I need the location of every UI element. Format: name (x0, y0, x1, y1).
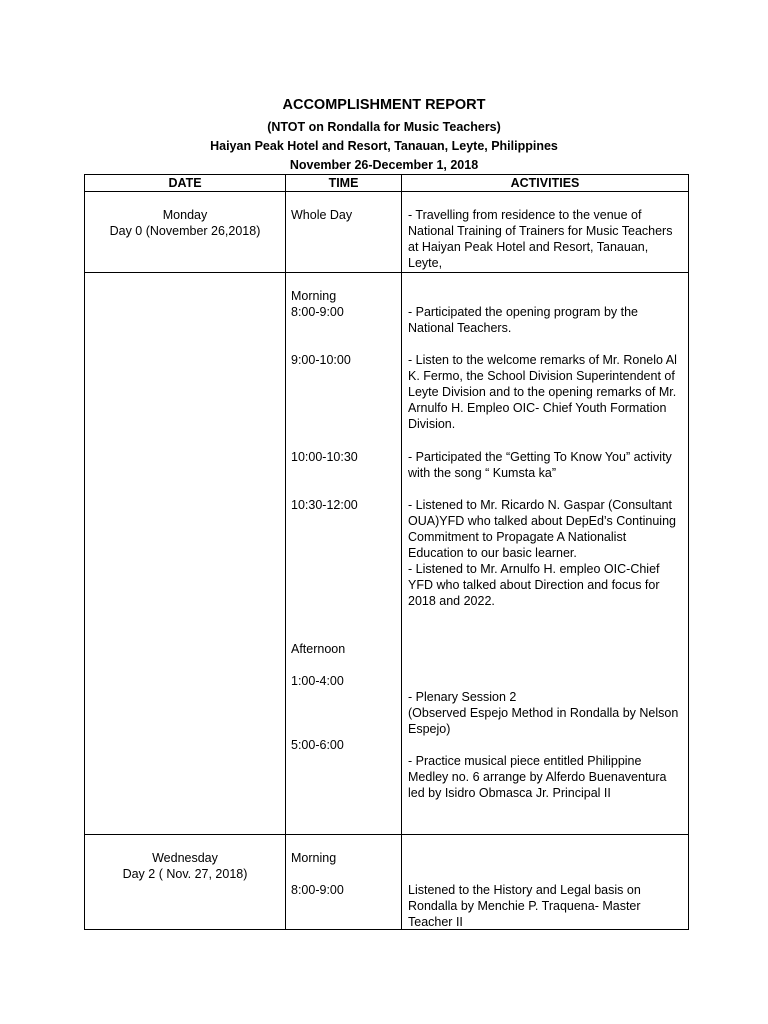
day2-time-1: 8:00-9:00 (291, 883, 344, 897)
report-subtitle-dates: November 26-December 1, 2018 (289, 158, 479, 172)
day1-time-3: 10:00-10:30 (291, 450, 358, 464)
activities-table (84, 174, 689, 930)
day1-activity-opening: - Participated the opening program by the National Teachers. (408, 305, 638, 335)
day1-time-afternoon: Afternoon (291, 642, 346, 656)
day0-time: Whole Day (291, 208, 353, 222)
column-header-activities: ACTIVITIES (510, 176, 580, 190)
day1-time-morning: Morning 8:00-9:00 (291, 289, 344, 319)
report-subtitle-venue: Haiyan Peak Hotel and Resort, Tanauan, Leyte, Philippines (210, 139, 558, 153)
day1-activity-welcome: - Listen to the welcome remarks of Mr. Ronelo Al K. Fermo, the School Division Superintendent of Leyte Division and to the opening remarks of Mr. Arnulfo H. Empleo OIC- Chief Youth Formation Division. (408, 353, 677, 431)
day2-activity-history: Listened to the History and Legal basis on Rondalla by Menchie P. Traquena- Master Teacher II (408, 883, 641, 929)
day1-activity-practice: - Practice musical piece entitled Philippine Medley no. 6 arrange by Alferdo Buenaventura led by Isidro Obmasca Jr. Principal II (408, 754, 667, 800)
day2-time-morning: Morning (291, 851, 337, 865)
column-header-time: TIME (328, 176, 359, 190)
day0-activity: - Travelling from residence to the venue of National Training of Trainers for Music Teachers at Haiyan Peak Hotel and Resort, Tanauan, Leyte, (408, 208, 673, 270)
day0-date: Monday Day 0 (November 26,2018) (109, 208, 261, 238)
day2-date: Wednesday Day 2 ( Nov. 27, 2018) (122, 851, 248, 881)
day1-activity-plenary: - Plenary Session 2 (Observed Espejo Method in Rondalla by Nelson Espejo) (408, 690, 679, 736)
day1-time-5: 1:00-4:00 (291, 674, 344, 688)
column-header-date: DATE (168, 176, 202, 190)
day1-activity-getting-to-know: - Participated the “Getting To Know You” activity with the song “ Kumsta ka” (408, 450, 672, 480)
column-divider-time (401, 175, 402, 929)
day1-time-2: 9:00-10:00 (291, 353, 351, 367)
column-divider-date (285, 175, 286, 929)
day1-activity-lectures: - Listened to Mr. Ricardo N. Gaspar (Consultant OUA)YFD who talked about DepEd’s Continuing Commitment to Propagate A Nationalist Education to our basic learner. - Listened to Mr. Arnulfo H. empleo OIC-Chief YFD who talked about Direction and focus for 2018 and 2022. (408, 498, 676, 608)
report-title: ACCOMPLISHMENT REPORT (282, 97, 486, 113)
report-subtitle-training: (NTOT on Rondalla for Music Teachers) (267, 120, 501, 134)
row-divider-day1 (85, 834, 688, 835)
row-divider-day0 (85, 272, 688, 273)
day1-time-6: 5:00-6:00 (291, 738, 344, 752)
header-row-divider (85, 191, 688, 192)
day1-time-4: 10:30-12:00 (291, 498, 358, 512)
